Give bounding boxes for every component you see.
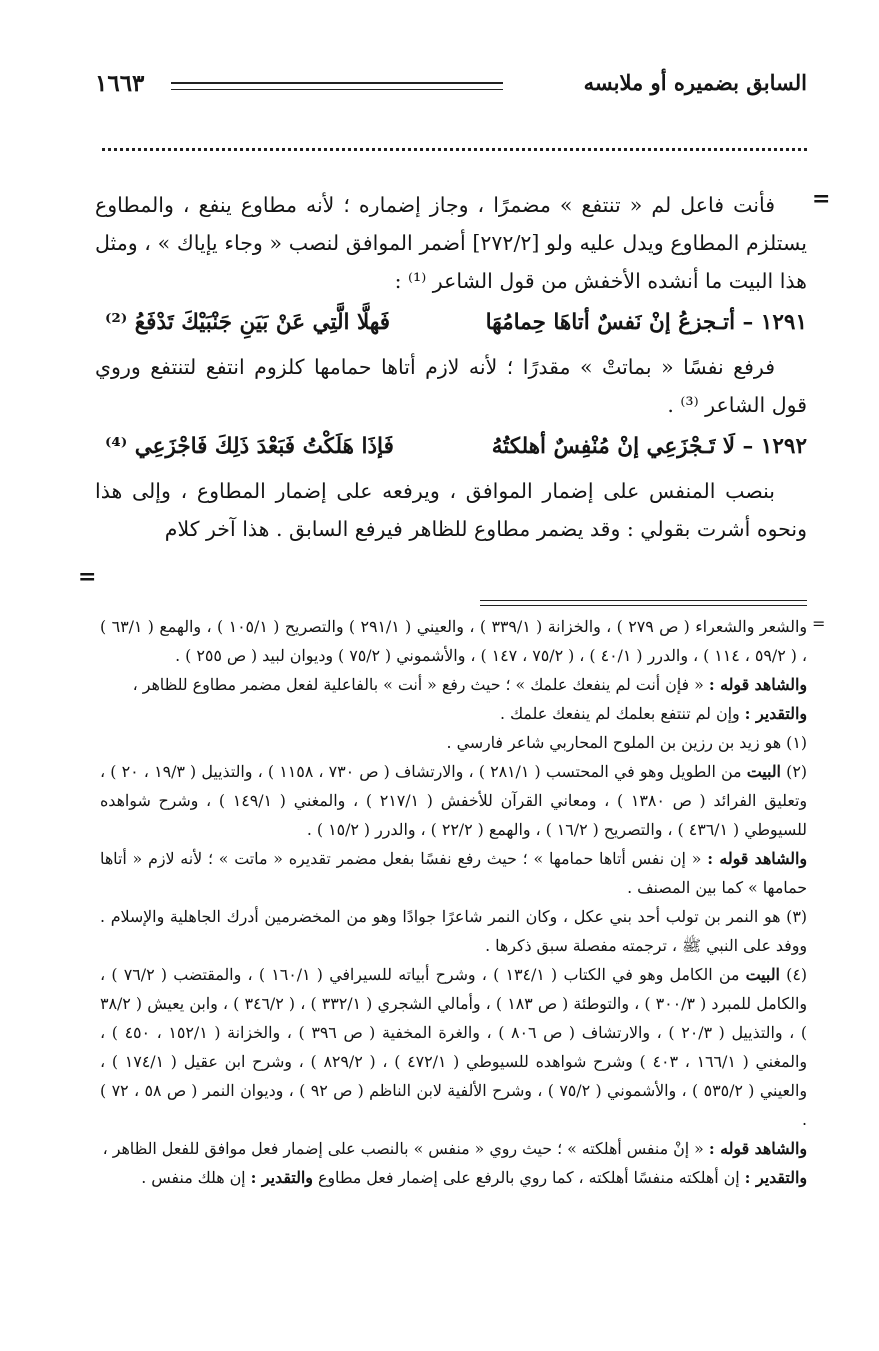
continuation-mark-end: =	[78, 564, 97, 590]
page-header	[95, 70, 807, 104]
footnote-3: (٣) هو النمر بن تولب أحد بني عكل ، وكان النمر شاعرًا جوادًا وهو من المخضرمين أدرك الجاهلية والإسلام . ووفد على النبي ﷺ ، ترجمته مفصلة سبق ذكرها .	[100, 907, 807, 955]
main-paragraph-3: بنصب المنفس على إضمار الموافق ، ويرفعه على إضمار المطاوع ، وإلى هذا ونحوه أشرت بقولي : وقد يضمر مطاوع للظاهر فيرفع السابق . هذا آخر كلام	[95, 479, 807, 541]
verse-1292-second-hemistich: فَإذَا هَلَكْتُ فَبَعْدَ ذَلِكَ فَاجْزَعِي ⁽⁴⁾	[105, 434, 394, 459]
footnote-continued-taqdir: والتقدير : وإن لم تنتفع بعلمك لم ينفعك علمك .	[499, 704, 807, 723]
footnote-continued: والشعر والشعراء ( ص ٢٧٩ ) ، والخزانة ( ٣٣٩/١ ) ، والعيني ( ٢٩١/١ ) والتصريح ( ١٠٥/١ ) ، والهمع ( ٦٣/١ ) ، ( ٥٩/٢ ، ١١٤ ) ، والدرر ( ٤٠/١ ) ، ( ٧٥/٢ ، ١٤٧ ) ، والأشموني ( ٧٥/٢ ) وديوان لبيد ( ص ٢٥٥ ) .	[100, 617, 808, 665]
footnote-4-taqdir: والتقدير : إن أهلكته منفسًا أهلكته ، كما روي بالرفع على إضمار فعل مطاوع والتقدير : إن هلك منفس .	[141, 1168, 807, 1187]
footnote-2-shahid: والشاهد قوله : « إن نفس أتاها حمامها » ؛ حيث رفع نفسًا بفعل مضمر تقديره « ماتت » ؛ لأنه لازم « أتاها حمامها » كما بين المصنف .	[100, 849, 808, 897]
footnotes	[100, 612, 807, 1192]
dotted-separator	[102, 148, 807, 151]
verse-1291-second-hemistich: فَهلَّا الَّتِي عَنْ بَيَنِ جَنْبَيْكَ تَدْفَعُ ⁽²⁾	[105, 310, 390, 335]
continuation-mark-start: =	[812, 186, 831, 212]
header-rule	[171, 82, 503, 90]
footnote-continuation-mark: =	[812, 614, 826, 633]
footnote-4: (٤) البيت من الكامل وهو في الكتاب ( ١٣٤/١ ) ، وشرح أبياته للسيرافي ( ١٦٠/١ ) ، والمقتضب ( ٧٦/٢ ) ، والكامل للمبرد ( ٣٠٠/٣ ) ، والتوطئة ( ص ١٨٣ ) ، وأمالي الشجري ( ٣٣٢/١ ) ، ( ٣٤٦/٢ ) ، وابن يعيش ( ٣٨/٢ ) ، والتذييل ( ٢٠/٣ ) ، والارتشاف ( ص ٨٠٦ ) ، والغرة المخفية ( ص ٣٩٦ ) ، والخزانة ( ١٥٢/١ ، ٤٥٠ ) ، والمغني ( ١٦٦/١ ، ٤٠٣ ) وشرح شواهده للسيوطي ( ٤٧٢/١ ) ، ( ٨٢٩/٢ ) ، وشرح ابن عقيل ( ١٧٤/١ ) ، والعيني ( ٥٣٥/٢ ) ، والأشموني ( ٧٥/٢ ) ، وشرح الألفية لابن الناظم ( ص ٩٢ ) ، وديوان النمر ( ص ٥٨ ، ٧٢ ) .	[100, 965, 808, 1129]
verse-1292	[95, 428, 807, 466]
footnote-continued-shahid: والشاهد قوله : « فإن أنت لم ينفعك علمك » ؛ حيث رفع « أنت » بالفاعلية لفعل مضمر مطاوع للظاهر ،	[132, 675, 807, 694]
verse-1291-first-hemistich: ١٢٩١ – أتـجزعُ إنْ نَفسٌ أتاهَا حِمامُهَا	[485, 310, 807, 335]
main-paragraph-1: فأنت فاعل لم « تنتفع » مضمرًا ، وجاز إضماره ؛ لأنه مطاوع ينفع ، والمطاوع يستلزم المطاوع ويدل عليه ولو [٢٧٢/٢] أضمر الموافق لنصب « وجاء يإياك » ، ومثل هذا البيت ما أنشده الأخفش من قول الشاعر ⁽¹⁾ :	[95, 193, 807, 293]
footnote-1: (١) هو زيد بن رزين بن الملوح المحاربي شاعر فارسي .	[446, 733, 807, 752]
footnote-4-shahid: والشاهد قوله : « إنْ منفس أهلكته » ؛ حيث روي « منفس » بالنصب على إضمار فعل موافق للفعل الظاهر ،	[102, 1139, 807, 1158]
page-number: ١٦٦٣	[95, 70, 145, 97]
main-paragraph-2: فرفع نفسًا « بماتتْ » مقدرًا ؛ لأنه لازم أتاها حمامها كلزوم انتفع لتنتفع وروي قول الشاعر ⁽³⁾ .	[95, 355, 807, 417]
verse-1291	[95, 304, 807, 342]
running-title: السابق بضميره أو ملابسه	[583, 70, 807, 95]
footnote-2: (٢) البيت من الطويل وهو في المحتسب ( ٢٨١/١ ) ، والارتشاف ( ص ٧٣٠ ، ١١٥٨ ) ، والتذييل ( ١٩/٣ ، ٢٠ ) ، وتعليق الفرائد ( ص ١٣٨٠ ) ، ومعاني القرآن للأخفش ( ٢١٧/١ ) ، والمغني ( ١٤٩/١ ) ، وشرح شواهده للسيوطي ( ٤٣٦/١ ) ، والتصريح ( ١٦/٢ ) ، والهمع ( ٢٢/٢ ) ، والدرر ( ١٥/٢ ) .	[100, 762, 807, 839]
verse-1292-first-hemistich: ١٢٩٢ – لَا تَـجْزَعِي إنْ مُنْفِسٌ أهلكتُهُ	[491, 434, 807, 459]
footnote-separator	[480, 600, 807, 606]
main-text	[95, 186, 807, 548]
